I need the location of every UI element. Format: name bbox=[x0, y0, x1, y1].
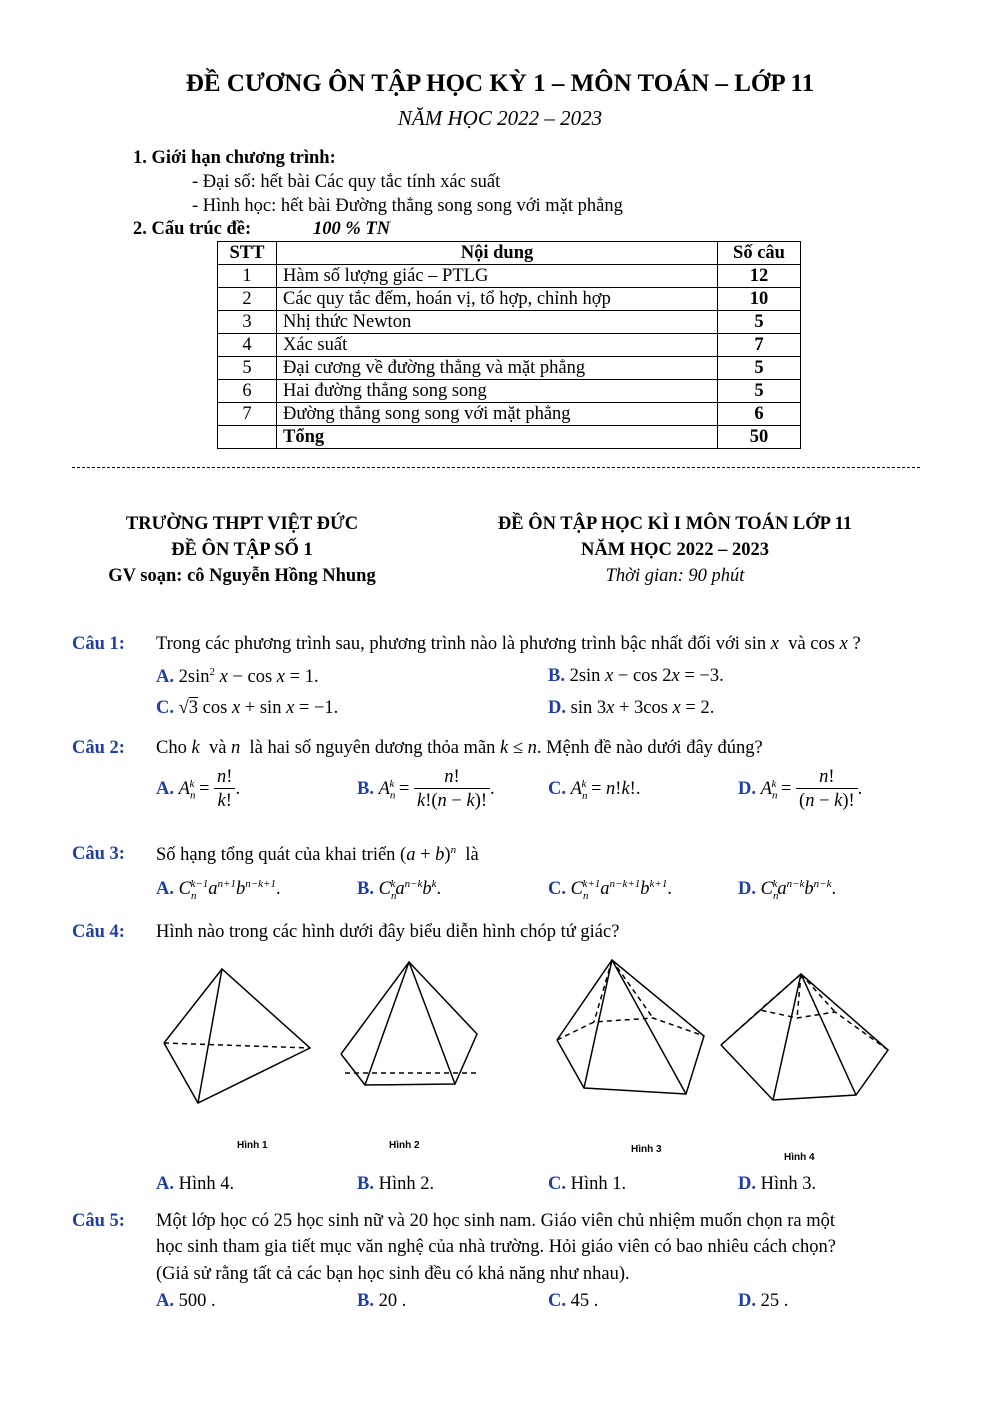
q1-option-d[interactable]: D. sin 3x + 3cos x = 2. bbox=[548, 698, 715, 718]
cell-stt: 4 bbox=[218, 334, 277, 357]
question-2-label: Câu 2: bbox=[72, 738, 125, 758]
table-header-row bbox=[218, 242, 801, 265]
table-row bbox=[218, 334, 801, 357]
cell-stt: 5 bbox=[218, 357, 277, 380]
table-row bbox=[218, 311, 801, 334]
question-1-text: Trong các phương trình sau, phương trình nào là phương trình bậc nhất đối với sin x và cos x ? bbox=[156, 634, 861, 654]
q5-option-c[interactable]: C. 45 . bbox=[548, 1291, 599, 1311]
school-year: NĂM HỌC 2022 – 2023 bbox=[397, 106, 603, 130]
figure-4-caption: Hình 4 bbox=[784, 1152, 815, 1163]
q3-option-d[interactable]: D. $C_n^ka^{n-k}b^{n-k}$. bbox=[738, 878, 837, 902]
cell-content: Nhị thức Newton bbox=[277, 311, 718, 334]
q3-option-a[interactable]: A. $C_n^{k-1}a^{n+1}b^{n-k+1}$. bbox=[156, 878, 281, 902]
exam-title: ĐỀ ÔN TẬP HỌC KÌ I MÔN TOÁN LỚP 11 bbox=[497, 514, 853, 534]
table-total-row bbox=[218, 426, 801, 449]
q2-option-b[interactable]: B. $A_n^k$ = $\frac{n!}{k!(n - k)!}$ . bbox=[357, 767, 495, 811]
exam-number: ĐỀ ÔN TẬP SỐ 1 bbox=[171, 540, 313, 560]
q3-option-b[interactable]: B. $C_n^ka^{n-k}b^k$. bbox=[357, 878, 442, 902]
cell-stt: 1 bbox=[218, 265, 277, 288]
structure-table bbox=[217, 241, 801, 449]
question-5-line-3: (Giả sử rằng tất cả các bạn học sinh đều có khả năng như nhau). bbox=[156, 1264, 630, 1284]
teacher-name: GV soạn: cô Nguyễn Hồng Nhung bbox=[108, 566, 376, 586]
table-row bbox=[218, 403, 801, 426]
total-value: 50 bbox=[718, 426, 801, 449]
dashed-divider bbox=[72, 467, 920, 468]
cell-count: 6 bbox=[718, 403, 801, 426]
cell-count: 12 bbox=[718, 265, 801, 288]
q1-option-c[interactable]: C. √3 cos x + sin x = −1. bbox=[156, 698, 339, 718]
q2-option-d[interactable]: D. $A_n^k$ = $\frac{n!}{(n - k)!}$ . bbox=[738, 767, 863, 811]
question-4-label: Câu 4: bbox=[72, 922, 125, 942]
col-content: Nội dung bbox=[277, 242, 718, 265]
table-row bbox=[218, 357, 801, 380]
cell-stt: 3 bbox=[218, 311, 277, 334]
scope-geometry: - Hình học: hết bài Đường thẳng song song với mặt phẳng bbox=[192, 196, 623, 216]
table-row bbox=[218, 380, 801, 403]
cell-content: Đường thẳng song song với mặt phẳng bbox=[277, 403, 718, 426]
cell-count: 5 bbox=[718, 380, 801, 403]
question-5-line-2: học sinh tham gia tiết mục văn nghệ của nhà trường. Hỏi giáo viên có bao nhiêu cách chọn? bbox=[156, 1237, 836, 1257]
cell-content: Các quy tắc đếm, hoán vị, tổ hợp, chỉnh hợp bbox=[277, 288, 718, 311]
cell-stt: 6 bbox=[218, 380, 277, 403]
figure-2-pyramid bbox=[341, 962, 477, 1085]
table-row bbox=[218, 265, 801, 288]
question-3-text: Số hạng tổng quát của khai triển $(a + b)^n$ là bbox=[156, 844, 479, 866]
q5-option-a[interactable]: A. 500 . bbox=[156, 1291, 216, 1311]
col-stt: STT bbox=[218, 242, 277, 265]
q2-option-c[interactable]: C. $A_n^k = n!k$!. bbox=[548, 778, 641, 802]
figure-1-caption: Hình 1 bbox=[237, 1140, 268, 1151]
question-3-label: Câu 3: bbox=[72, 844, 125, 864]
section-1-heading: 1. Giới hạn chương trình: bbox=[133, 148, 336, 168]
cell-content: Hàm số lượng giác – PTLG bbox=[277, 265, 718, 288]
figure-3-pyramid bbox=[557, 960, 704, 1094]
cell-stt: 7 bbox=[218, 403, 277, 426]
question-5-label: Câu 5: bbox=[72, 1211, 125, 1231]
q5-option-b[interactable]: B. 20 . bbox=[357, 1291, 407, 1311]
question-4-text: Hình nào trong các hình dưới đây biểu diễn hình chóp tứ giác? bbox=[156, 922, 620, 942]
figure-3-caption: Hình 3 bbox=[631, 1144, 662, 1155]
question-5-line-1: Một lớp học có 25 học sinh nữ và 20 học sinh nam. Giáo viên chủ nhiệm muốn chọn ra một bbox=[156, 1211, 836, 1231]
q4-option-b[interactable]: B. Hình 2. bbox=[357, 1174, 435, 1194]
cell-content: Đại cương về đường thẳng và mặt phẳng bbox=[277, 357, 718, 380]
school-name: TRƯỜNG THPT VIỆT ĐỨC bbox=[125, 514, 359, 534]
cell-content: Hai đường thẳng song song bbox=[277, 380, 718, 403]
question-1-label: Câu 1: bbox=[72, 634, 125, 654]
figure-4-pyramid bbox=[721, 974, 888, 1100]
exam-year: NĂM HỌC 2022 – 2023 bbox=[580, 540, 770, 560]
q1-option-a[interactable]: A. $2\sin^2$ x − cos x = 1. bbox=[156, 666, 319, 688]
cell-count: 7 bbox=[718, 334, 801, 357]
q4-option-a[interactable]: A. Hình 4. bbox=[156, 1174, 235, 1194]
cell-count: 5 bbox=[718, 311, 801, 334]
section-2-note: 100 % TN bbox=[313, 219, 391, 239]
q3-option-c[interactable]: C. $C_n^{k+1}a^{n-k+1}b^{k+1}$. bbox=[548, 878, 672, 902]
cell-content: Xác suất bbox=[277, 334, 718, 357]
figure-1-pyramid bbox=[164, 969, 310, 1103]
q2-option-a[interactable]: A. $A_n^k$ = $\frac{n!}{k!}$ . bbox=[156, 767, 241, 811]
q1-option-b[interactable]: B. 2sin x − cos 2x = −3. bbox=[548, 666, 724, 686]
total-label: Tổng bbox=[277, 426, 718, 449]
cell-count: 5 bbox=[718, 357, 801, 380]
cell-count: 10 bbox=[718, 288, 801, 311]
document-title: ĐỀ CƯƠNG ÔN TẬP HỌC KỲ 1 – MÔN TOÁN – LỚP 11 bbox=[185, 70, 815, 97]
exam-time: Thời gian: 90 phút bbox=[605, 566, 745, 586]
pyramid-figures bbox=[0, 950, 1000, 1170]
q4-option-d[interactable]: D. Hình 3. bbox=[738, 1174, 817, 1194]
cell-stt: 2 bbox=[218, 288, 277, 311]
q4-option-c[interactable]: C. Hình 1. bbox=[548, 1174, 627, 1194]
q5-option-d[interactable]: D. 25 . bbox=[738, 1291, 789, 1311]
question-2-text: Cho k và n là hai số nguyên dương thỏa mãn k ≤ n. Mệnh đề nào dưới đây đúng? bbox=[156, 738, 763, 758]
table-row bbox=[218, 288, 801, 311]
scope-algebra: - Đại số: hết bài Các quy tắc tính xác suất bbox=[192, 172, 501, 192]
section-2-heading: 2. Cấu trúc đề: bbox=[133, 219, 252, 239]
figure-2-caption: Hình 2 bbox=[389, 1140, 420, 1151]
col-count: Số câu bbox=[718, 242, 801, 265]
